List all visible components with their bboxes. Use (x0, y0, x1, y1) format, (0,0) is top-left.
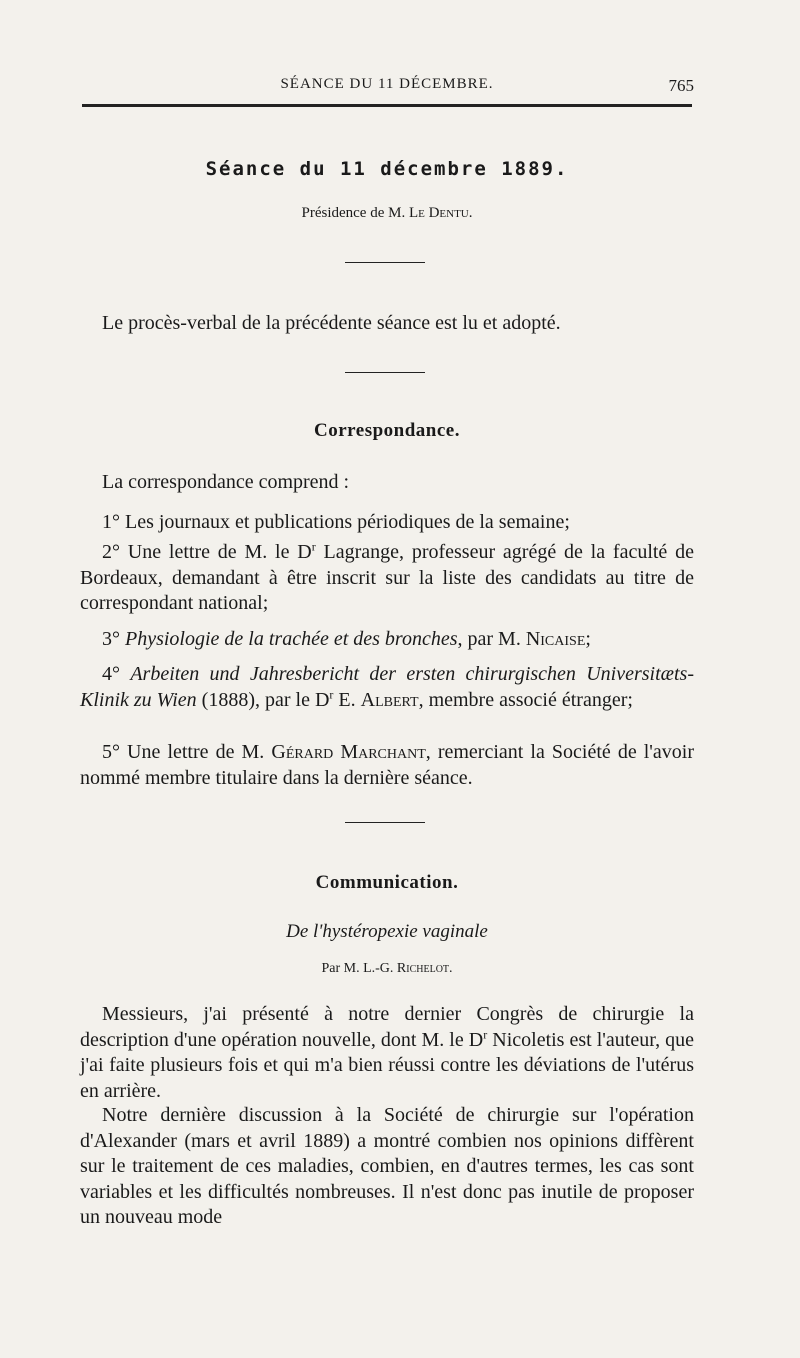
header-rule (82, 104, 692, 107)
presidence-end: . (468, 205, 473, 221)
separator-rule-2 (345, 372, 425, 373)
correspondance-item-4 (80, 662, 694, 713)
item4-name: Albert (360, 688, 419, 711)
correspondance-intro: La correspondance comprend : (102, 471, 350, 493)
byline-end: . (449, 961, 453, 976)
item3-text-a: 3° (102, 628, 125, 650)
presidence-prefix: Présidence de M. (301, 205, 409, 221)
item2-text-a: 2° Une lettre de M. le D (102, 541, 312, 563)
item4-text-b: (1888), par le D (196, 688, 330, 711)
page-number: 765 (668, 76, 694, 95)
item2-sup: r (311, 539, 316, 554)
communication-title: De l'hystéropexie vaginale (286, 921, 488, 942)
communication-paragraph-1 (80, 1002, 694, 1104)
correspondance-item-2 (80, 540, 694, 617)
byline-name: L.-G. Richelot (363, 961, 450, 976)
byline-prefix: Par M. (321, 961, 364, 976)
correspondance-item-5 (80, 740, 694, 791)
correspondance-item-1: 1° Les journaux et publications périodiques de la semaine; (102, 511, 570, 533)
separator-rule-3 (345, 822, 425, 823)
communication-heading: Communication. (315, 872, 459, 893)
correspondance-item-3 (80, 627, 694, 653)
item3-name: Nicaise (525, 628, 586, 650)
item2-text-b: Lagrange, professeur agrégé de la faculté de Bordeaux, demandant à être inscrit sur la liste des candidats au titre de correspondant national; (80, 541, 694, 614)
communication-paragraph-2: Notre dernière discussion à la Société de chirurgie sur l'opération d'Alexander (mars et avril 1889) a montré combien nos opinions diffèrent sur le traitement de ces maladies, combien, en d'autres termes, les cas sont variables et les difficultés nombreuses. Il n'est donc pas inutile de proposer un nouveau mode (80, 1104, 694, 1228)
item5-text-a: 5° Une lettre de M. (102, 741, 272, 763)
item4-text-c: E. (333, 688, 361, 711)
correspondance-heading: Correspondance. (314, 420, 460, 441)
presidence-name: Le Dentu (408, 205, 469, 221)
item4-text-d: , membre associé étranger; (418, 688, 633, 711)
running-title: SÉANCE DU 11 DÉCEMBRE. (280, 76, 494, 92)
item5-text-b: , remerciant la Société de l'avoir nommé membre titulaire dans la dernière séance. (80, 741, 695, 789)
item3-text-b: , par M. (457, 628, 526, 650)
item3-title: Physiologie de la trachée et des bronches (125, 628, 458, 650)
item5-name: Gérard Marchant (271, 741, 426, 763)
running-header (80, 76, 694, 100)
item4-title: Arbeiten und Jahresbericht der ersten chirurgischen Universitæts-Klinik zu Wien (80, 663, 695, 711)
p1-sup: r (483, 1026, 488, 1041)
item4-sup: r (329, 686, 334, 701)
minutes-paragraph: Le procès-verbal de la précédente séance est lu et adopté. (102, 312, 561, 334)
presidence-line (80, 205, 694, 222)
separator-rule-1 (345, 262, 425, 263)
session-title: Séance du 11 décembre 1889. (205, 158, 569, 180)
communication-byline (80, 961, 694, 977)
item4-text-a: 4° (102, 663, 131, 685)
p1-text-b: Nicoletis est l'auteur, que j'ai faite plusieurs fois et qui m'a bien réussi contre les déviations de l'utérus en arrière. (80, 1028, 694, 1102)
item3-text-c: ; (585, 628, 591, 650)
p1-text-a: Messieurs, j'ai présenté à notre dernier Congrès de chirurgie la description d'une opération nouvelle, dont M. le D (80, 1003, 694, 1051)
